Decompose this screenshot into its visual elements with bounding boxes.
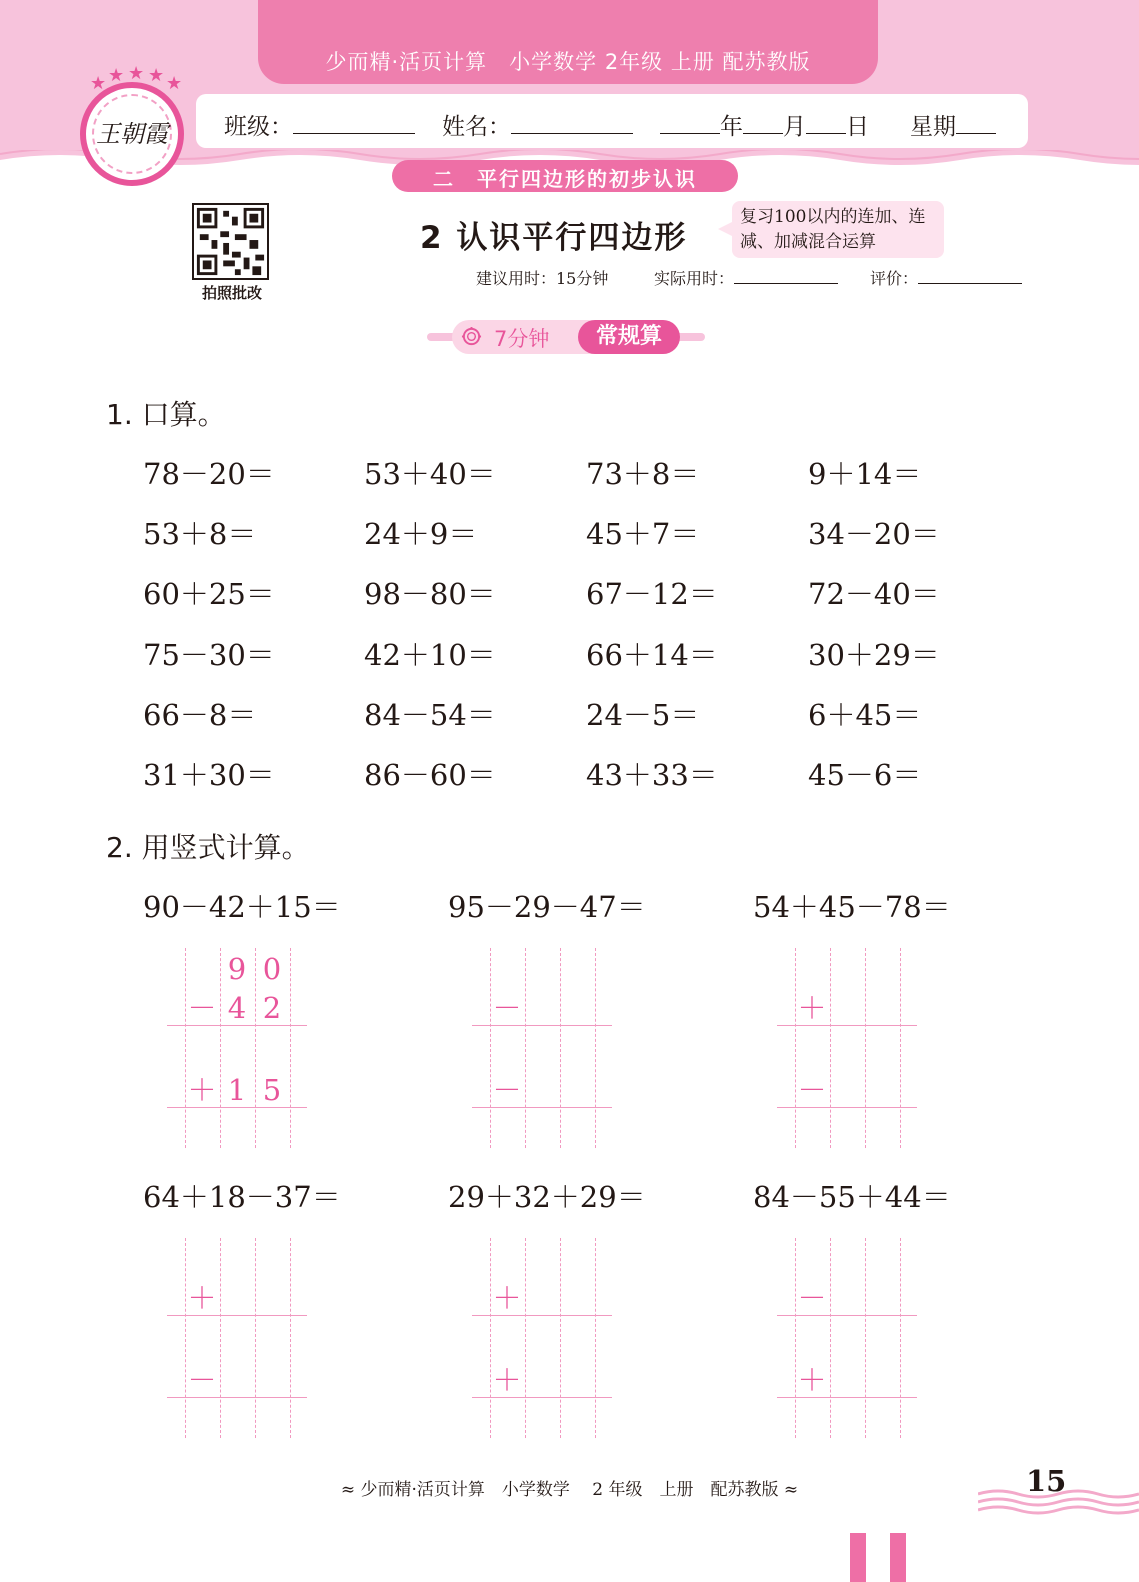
sum-line bbox=[472, 1107, 612, 1108]
oral-calc-item: 98－80＝ bbox=[364, 577, 496, 611]
sum-line bbox=[167, 1397, 307, 1398]
logo-text: 王朝霞 bbox=[96, 120, 168, 148]
digit: 9 bbox=[227, 952, 247, 986]
oral-calc-item: 42＋10＝ bbox=[364, 638, 496, 672]
grid-column-line bbox=[900, 1238, 901, 1438]
oral-calc-item: 45－6＝ bbox=[808, 758, 922, 792]
oral-calc-item: 67－12＝ bbox=[586, 577, 718, 611]
badge-type: 常规算 bbox=[578, 320, 680, 354]
vertical-calc-expression: 54＋45－78＝ bbox=[753, 890, 951, 924]
star-icon: ★ bbox=[148, 65, 165, 86]
weekday-label: 星期 bbox=[910, 114, 956, 140]
year-blank[interactable] bbox=[660, 112, 720, 134]
operator-sign: ＋ bbox=[797, 1363, 827, 1397]
oral-calc-item: 34－20＝ bbox=[808, 517, 940, 551]
weekday-field[interactable] bbox=[910, 108, 996, 141]
qr-label: 拍照批改 bbox=[201, 284, 262, 302]
oral-calc-item: 24＋9＝ bbox=[364, 517, 478, 551]
page-number: 15 bbox=[1026, 1464, 1067, 1498]
edge-tab bbox=[890, 1533, 906, 1582]
sum-line bbox=[777, 1025, 917, 1026]
sum-line bbox=[167, 1025, 307, 1026]
sum-line bbox=[777, 1107, 917, 1108]
vertical-calc-expression: 29＋32＋29＝ bbox=[448, 1180, 646, 1214]
year-label: 年 bbox=[720, 114, 743, 140]
operator-sign: － bbox=[492, 991, 522, 1025]
month-blank[interactable] bbox=[743, 112, 783, 134]
digit: 5 bbox=[262, 1073, 282, 1107]
badge-time: 7分钟 bbox=[494, 327, 550, 351]
star-icon: ★ bbox=[128, 63, 145, 84]
month-label: 月 bbox=[783, 114, 806, 140]
oral-calc-item: 66－8＝ bbox=[143, 698, 257, 732]
q1-title: 1. 口算。 bbox=[106, 398, 226, 431]
operator-sign: － bbox=[797, 1073, 827, 1107]
actual-time-blank[interactable] bbox=[734, 266, 838, 284]
sum-line bbox=[777, 1315, 917, 1316]
grid-column-line bbox=[595, 948, 596, 1148]
vertical-calc-expression: 90－42＋15＝ bbox=[143, 890, 341, 924]
vertical-calc-grid[interactable] bbox=[167, 948, 307, 1148]
operator-sign: ＋ bbox=[187, 1281, 217, 1315]
digit: 2 bbox=[262, 991, 282, 1025]
sum-line bbox=[167, 1315, 307, 1316]
sum-line bbox=[472, 1315, 612, 1316]
name-label: 姓名： bbox=[442, 114, 511, 140]
oral-calc-item: 84－54＝ bbox=[364, 698, 496, 732]
oral-calc-item: 30＋29＝ bbox=[808, 638, 940, 672]
vertical-calc-grid[interactable] bbox=[472, 1238, 612, 1438]
grid-column-line bbox=[290, 1238, 291, 1438]
name-blank[interactable] bbox=[511, 112, 633, 134]
vertical-calc-grid[interactable] bbox=[777, 948, 917, 1148]
oral-calc-item: 9＋14＝ bbox=[808, 457, 922, 491]
grid-column-line bbox=[490, 948, 491, 1148]
oral-calc-item: 60＋25＝ bbox=[143, 577, 275, 611]
vertical-calc-expression: 64＋18－37＝ bbox=[143, 1180, 341, 1214]
edge-tab bbox=[850, 1533, 866, 1582]
oral-calc-item: 73＋8＝ bbox=[586, 457, 700, 491]
day-label: 日 bbox=[846, 114, 869, 140]
vertical-calc-grid[interactable] bbox=[777, 1238, 917, 1438]
rating-field[interactable] bbox=[870, 266, 1022, 289]
footer-wave bbox=[978, 1488, 1139, 1518]
lesson-title: 2 认识平行四边形 bbox=[420, 220, 688, 256]
operator-sign: ＋ bbox=[187, 1073, 217, 1107]
oral-calc-item: 66＋14＝ bbox=[586, 638, 718, 672]
grid-column-line bbox=[560, 948, 561, 1148]
clock-icon bbox=[461, 326, 482, 347]
sum-line bbox=[777, 1397, 917, 1398]
grid-column-line bbox=[865, 1238, 866, 1438]
series-title: 少而精·活页计算 小学数学 2年级 上册 配苏教版 bbox=[325, 50, 811, 74]
oral-calc-item: 45＋7＝ bbox=[586, 517, 700, 551]
operator-sign: － bbox=[797, 1281, 827, 1315]
oral-calc-item: 53＋8＝ bbox=[143, 517, 257, 551]
publisher-logo bbox=[80, 63, 184, 186]
vertical-calc-expression: 84－55＋44＝ bbox=[753, 1180, 951, 1214]
oral-calc-item: 24－5＝ bbox=[586, 698, 700, 732]
operator-sign: － bbox=[187, 1363, 217, 1397]
grid-column-line bbox=[795, 1238, 796, 1438]
grid-column-line bbox=[560, 1238, 561, 1438]
grid-column-line bbox=[525, 948, 526, 1148]
oral-calc-item: 53＋40＝ bbox=[364, 457, 496, 491]
grid-column-line bbox=[830, 948, 831, 1148]
sum-line bbox=[167, 1107, 307, 1108]
oral-calc-item: 86－60＝ bbox=[364, 758, 496, 792]
digit: 1 bbox=[227, 1073, 247, 1107]
review-note: 复习100以内的连加、连减、加减混合运算 bbox=[740, 207, 926, 252]
actual-time-label: 实际用时： bbox=[654, 269, 735, 288]
oral-calc-item: 72－40＝ bbox=[808, 577, 940, 611]
star-icon: ★ bbox=[90, 73, 107, 94]
vertical-calc-grid[interactable] bbox=[472, 948, 612, 1148]
grid-column-line bbox=[595, 1238, 596, 1438]
q2-title: 2. 用竖式计算。 bbox=[106, 831, 310, 864]
footer-text: ≈ 少而精·活页计算 小学数学 2 年级 上册 配苏教版 ≈ bbox=[340, 1480, 799, 1500]
oral-calc-item: 31＋30＝ bbox=[143, 758, 275, 792]
operator-sign: － bbox=[187, 991, 217, 1025]
operator-sign: － bbox=[492, 1073, 522, 1107]
grid-column-line bbox=[795, 948, 796, 1148]
star-icon: ★ bbox=[166, 73, 183, 94]
grid-column-line bbox=[525, 1238, 526, 1438]
grid-column-line bbox=[255, 1238, 256, 1438]
date-field[interactable] bbox=[660, 108, 869, 141]
grid-column-line bbox=[290, 948, 291, 1148]
operator-sign: ＋ bbox=[492, 1281, 522, 1315]
grid-column-line bbox=[220, 1238, 221, 1438]
grid-column-line bbox=[185, 948, 186, 1148]
operator-sign: ＋ bbox=[797, 991, 827, 1025]
vertical-calc-expression: 95－29－47＝ bbox=[448, 890, 646, 924]
oral-calc-item: 43＋33＝ bbox=[586, 758, 718, 792]
grid-column-line bbox=[900, 948, 901, 1148]
sum-line bbox=[472, 1397, 612, 1398]
sum-line bbox=[472, 1025, 612, 1026]
actual-time-field[interactable] bbox=[654, 266, 838, 289]
oral-calc-item: 75－30＝ bbox=[143, 638, 275, 672]
class-field[interactable] bbox=[224, 108, 415, 141]
digit: 0 bbox=[262, 952, 282, 986]
star-icon: ★ bbox=[108, 65, 125, 86]
vertical-calc-grid[interactable] bbox=[167, 1238, 307, 1438]
grid-column-line bbox=[490, 1238, 491, 1438]
day-blank[interactable] bbox=[806, 112, 846, 134]
weekday-blank[interactable] bbox=[956, 112, 996, 134]
unit-title: 二 平行四边形的初步认识 bbox=[433, 167, 697, 191]
rating-label: 评价： bbox=[870, 269, 919, 288]
grid-column-line bbox=[865, 948, 866, 1148]
operator-sign: ＋ bbox=[492, 1363, 522, 1397]
suggested-time: 建议用时：15分钟 bbox=[476, 269, 609, 288]
class-blank[interactable] bbox=[293, 112, 415, 134]
grid-column-line bbox=[185, 1238, 186, 1438]
oral-calc-item: 78－20＝ bbox=[143, 457, 275, 491]
digit: 4 bbox=[227, 991, 247, 1025]
grid-column-line bbox=[830, 1238, 831, 1438]
name-field[interactable] bbox=[442, 108, 633, 141]
qr-code-icon[interactable] bbox=[192, 203, 269, 280]
class-label: 班级： bbox=[224, 114, 293, 140]
rating-blank[interactable] bbox=[918, 266, 1022, 284]
oral-calc-item: 6＋45＝ bbox=[808, 698, 922, 732]
